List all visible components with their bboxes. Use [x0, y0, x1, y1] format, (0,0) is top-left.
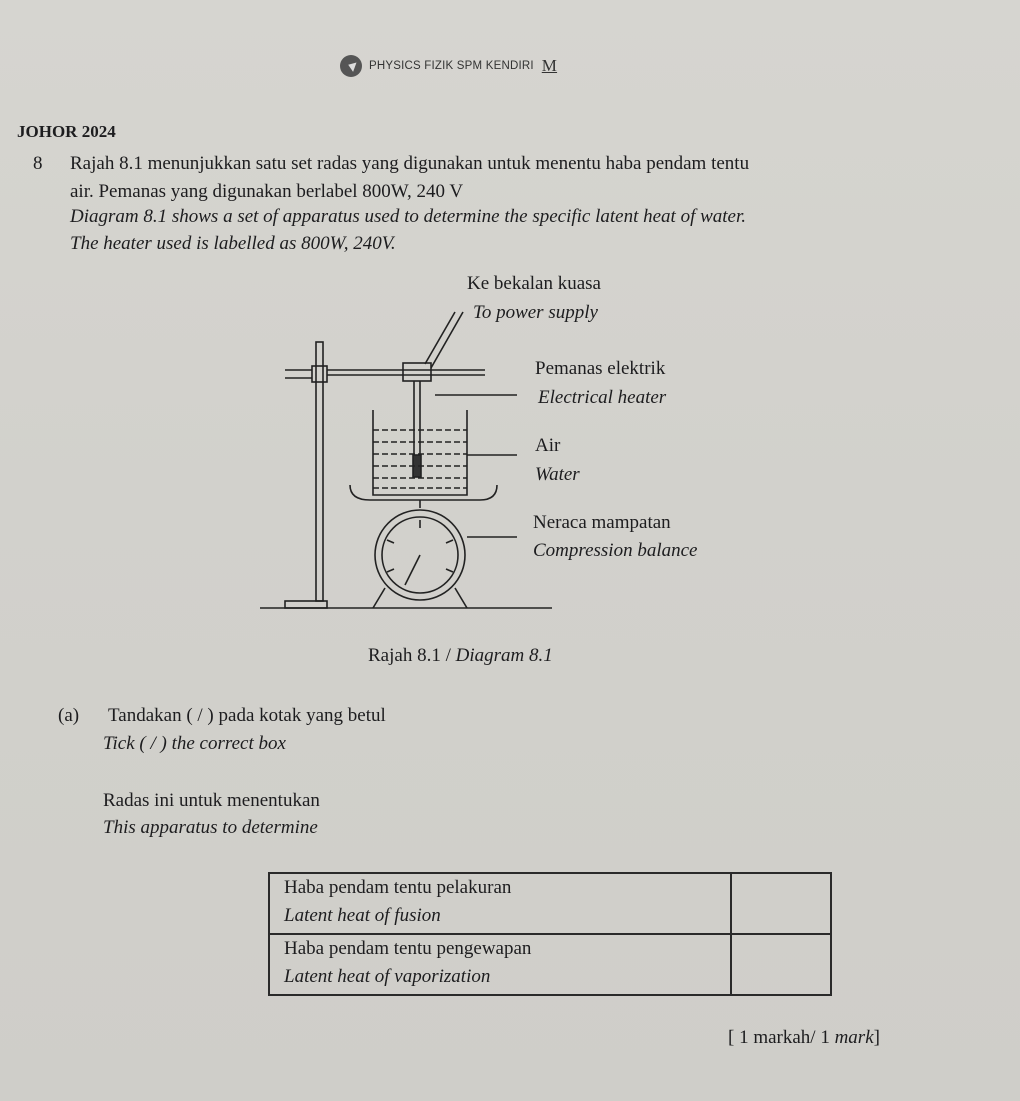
- caption-en: Diagram 8.1: [455, 645, 553, 666]
- balance-pointer: [405, 555, 420, 585]
- label-water-en: Water: [535, 464, 580, 485]
- label-balance-en: Compression balance: [533, 540, 698, 561]
- choice-vaporization-text: [269, 934, 731, 995]
- question-text-ms-2: air. Pemanas yang digunakan berlabel 800W, 240 V: [70, 181, 464, 202]
- page-header: [340, 55, 557, 77]
- question-text-en-1: Diagram 8.1 shows a set of apparatus used to determine the specific latent heat of water.: [70, 206, 747, 227]
- retort-base: [285, 601, 327, 608]
- label-heater-ms: Pemanas elektrik: [535, 358, 666, 379]
- retort-rod: [316, 342, 323, 601]
- part-a-label: (a): [58, 705, 80, 726]
- part-a-instruction-en: Tick ( / ) the correct box: [103, 733, 286, 754]
- part-a-instruction-ms: Tandakan ( / ) pada kotak yang betul: [108, 705, 386, 726]
- heater-holder: [403, 363, 431, 381]
- question-number: 8: [33, 153, 43, 174]
- caption-ms: Rajah 8.1 /: [368, 645, 456, 666]
- answer-choice-table: [268, 872, 832, 996]
- marks-ms: [ 1 markah/ 1: [728, 1027, 835, 1048]
- choice-vaporization-ms: Haba pendam tentu pengewapan: [284, 938, 532, 959]
- tick-box-vaporization[interactable]: [731, 934, 831, 995]
- choice-fusion-ms: Haba pendam tentu pelakuran: [284, 877, 512, 898]
- choice-row-vaporization: [269, 934, 831, 995]
- marks-allocation: [728, 1027, 880, 1049]
- choice-fusion-text: [269, 873, 731, 934]
- tick-box-fusion[interactable]: [731, 873, 831, 934]
- label-balance-ms: Neraca mampatan: [533, 512, 671, 533]
- choice-fusion-en: Latent heat of fusion: [284, 905, 441, 926]
- signature-mark: M: [541, 56, 558, 75]
- question-text-en-2: The heater used is labelled as 800W, 240V.: [70, 233, 396, 254]
- choice-vaporization-en: Latent heat of vaporization: [284, 966, 491, 987]
- choice-row-fusion: [269, 873, 831, 934]
- label-heater-en: Electrical heater: [538, 387, 667, 408]
- boss-clamp: [312, 366, 327, 382]
- play-circle-icon: [340, 55, 362, 77]
- header-title: PHYSICS FIZIK SPM KENDIRI: [369, 60, 534, 72]
- part-a-stem-ms: Radas ini untuk menentukan: [103, 790, 320, 811]
- label-power-en: To power supply: [473, 302, 598, 323]
- apparatus-diagram: [255, 290, 555, 620]
- balance-feet: [373, 588, 467, 608]
- question-text-ms-1: Rajah 8.1 menunjukkan satu set radas yang digunakan untuk menentu haba pendam tentu: [70, 153, 750, 174]
- power-wire: [425, 312, 455, 364]
- part-a-stem-en: This apparatus to determine: [103, 817, 318, 838]
- label-water-ms: Air: [535, 435, 561, 456]
- marks-end: ]: [873, 1027, 880, 1048]
- diagram-caption: [368, 645, 553, 667]
- label-power-ms: Ke bekalan kuasa: [467, 273, 601, 294]
- exam-label: JOHOR 2024: [17, 122, 116, 141]
- marks-en: mark: [834, 1027, 874, 1048]
